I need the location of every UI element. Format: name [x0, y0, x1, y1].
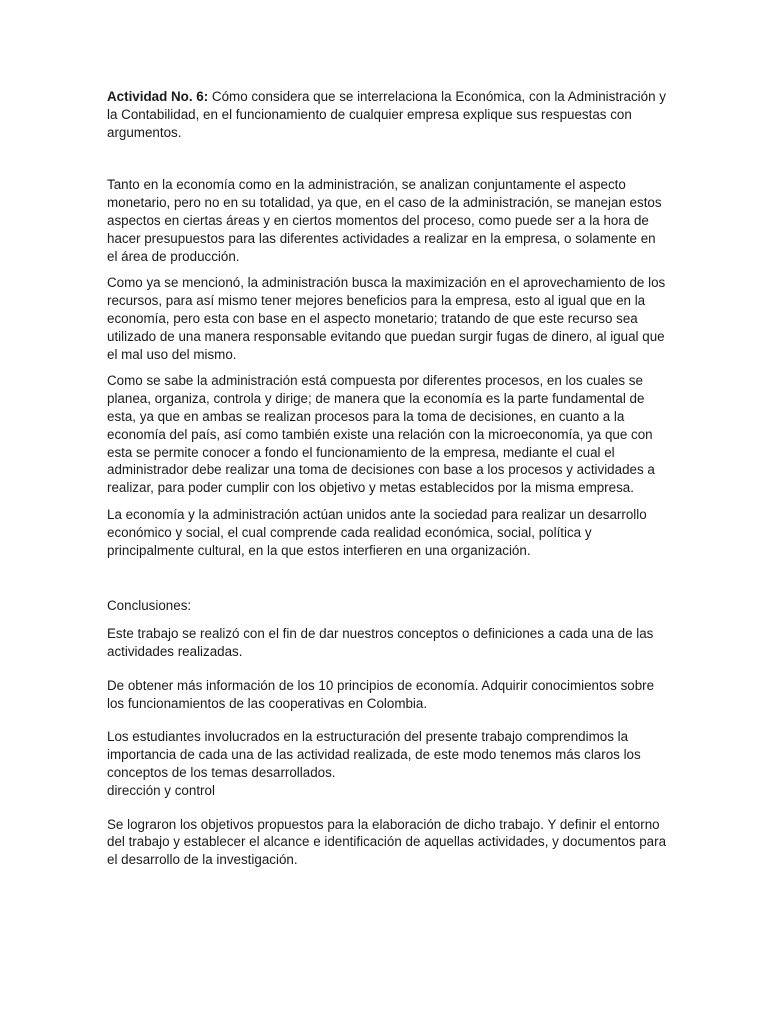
extra-line: dirección y control	[107, 782, 215, 798]
conclusion-3: Los estudiantes involucrados en la estructuración del presente trabajo comprendimos la importancia de cada una de las actividad realizada, de este modo tenemos más claros los conceptos de los temas desarrollados.	[107, 729, 641, 780]
conclusion-2: De obtener más información de los 10 principios de economía. Adquirir conocimientos sobre los funcionamientos de las cooperativas en Colombia.	[107, 677, 655, 711]
body-paragraph-1: Tanto en la economía como en la administración, se analizan conjuntamente el aspecto monetario, pero no en su totalidad, ya que, en el caso de la administración, se manejan estos aspectos en ciertas áreas y en ciertos momentos del proceso, como puede ser a la hora de hacer presupuestos para las diferentes actividades a realizar en la empresa, o solamente en el área de producción.	[107, 177, 662, 264]
conclusion-1: Este trabajo se realizó con el fin de dar nuestros conceptos o definiciones a cada una de las actividades realizadas.	[107, 626, 654, 659]
conclusions-title: Conclusiones:	[107, 598, 192, 614]
activity-heading	[107, 88, 667, 141]
body-paragraph-3: Como se sabe la administración está compuesta por diferentes procesos, en los cuales se planea, organiza, controla y dirige; de manera que la economía es la parte fundamental de esta, ya que en ambas se realizan procesos para la toma de decisiones, en cuanto a la economía del país, así como también existe una relación con la microeconomía, ya que con esta se permite conocer a fondo el funcionamiento de la empresa, mediante el cual el administrador debe realizar una toma de decisiones con base a los procesos y actividades a realizar, para poder cumplir con los objetivo y metas establecidos por la misma empresa.	[107, 373, 655, 496]
document-content	[107, 88, 667, 885]
body-paragraph-4: La economía y la administración actúan unidos ante la sociedad para realizar un desarrollo económico y social, el cual comprende cada realidad económica, social, política y principalmente cultural, en la que estos interfieren en una organización.	[107, 506, 647, 558]
body-paragraph-2: Como ya se mencionó, la administración busca la maximización en el aprovechamiento de los recursos, para así mismo tener mejores beneficios para la empresa, esto al igual que en la economía, pero esta con base en el aspecto monetario; tratando de que este recurso sea utilizado de una manera responsable evitando que puedan surgir fugas de dinero, al igual que el mal uso del mismo.	[107, 275, 666, 362]
conclusion-4: Se lograron los objetivos propuestos para la elaboración de dicho trabajo. Y definir el entorno del trabajo y establecer el alcance e identificación de aquellas actividades, y documentos para el desarrollo de la investigación.	[107, 816, 667, 868]
activity-question: Cómo considera que se interrelaciona la Económica, con la Administración y la Contabilidad, en el funcionamiento de cualquier empresa explique sus respuestas con argumentos.	[107, 89, 666, 140]
activity-label: Actividad No. 6:	[107, 89, 209, 104]
